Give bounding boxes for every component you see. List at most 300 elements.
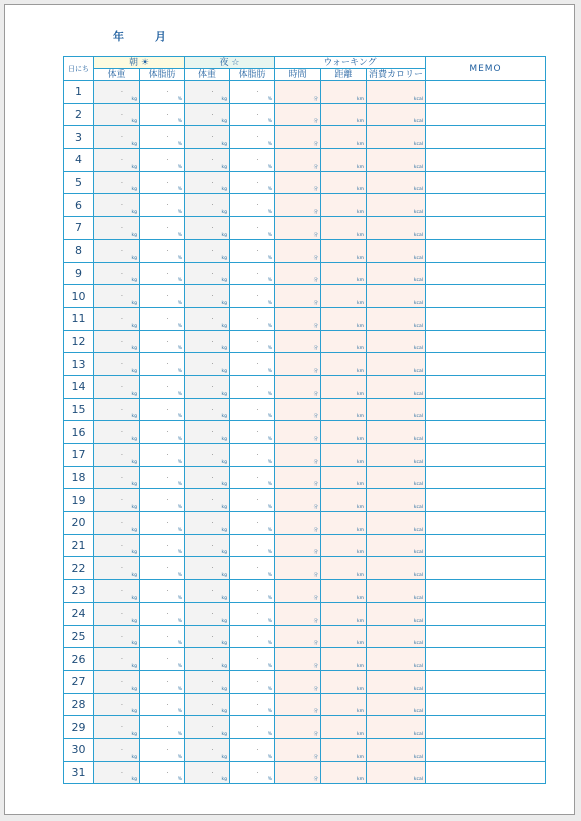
morning-weight-cell[interactable] <box>94 81 140 104</box>
walking-distance-cell[interactable] <box>321 580 367 603</box>
decimal-dot: . <box>166 563 169 571</box>
night-body-fat-cell[interactable] <box>230 761 275 784</box>
night-body-fat-cell[interactable] <box>230 738 275 761</box>
night-weight-cell[interactable] <box>185 602 230 625</box>
morning-body-fat-cell[interactable] <box>140 285 185 308</box>
morning-body-fat-cell[interactable] <box>140 444 185 467</box>
morning-weight-cell[interactable] <box>94 194 140 217</box>
decimal-dot: . <box>166 132 169 140</box>
night-body-fat-cell[interactable] <box>230 534 275 557</box>
kg-unit: kg <box>221 459 227 465</box>
walking-time-cell[interactable] <box>275 149 321 172</box>
morning-weight-cell[interactable] <box>94 557 140 580</box>
morning-weight-cell[interactable] <box>94 239 140 262</box>
kg-unit: kg <box>131 550 137 556</box>
morning-weight-cell[interactable] <box>94 126 140 149</box>
memo-cell[interactable] <box>426 262 546 285</box>
memo-cell[interactable] <box>426 126 546 149</box>
morning-body-fat-cell[interactable] <box>140 353 185 376</box>
percent-unit: % <box>267 595 272 601</box>
morning-body-fat-cell[interactable] <box>140 716 185 739</box>
walking-calories-cell[interactable] <box>367 693 426 716</box>
night-body-fat-cell[interactable] <box>230 625 275 648</box>
morning-body-fat-cell[interactable] <box>140 534 185 557</box>
memo-cell[interactable] <box>426 466 546 489</box>
morning-body-fat-cell[interactable] <box>140 557 185 580</box>
morning-body-fat-cell[interactable] <box>140 126 185 149</box>
walking-distance-cell[interactable] <box>321 285 367 308</box>
night-weight-cell[interactable] <box>185 285 230 308</box>
morning-body-fat-cell[interactable] <box>140 580 185 603</box>
diet-log-table <box>63 56 546 784</box>
walking-distance-cell[interactable] <box>321 330 367 353</box>
morning-weight-cell[interactable] <box>94 171 140 194</box>
kg-unit: kg <box>221 573 227 579</box>
walking-distance-cell[interactable] <box>321 353 367 376</box>
walking-time-cell[interactable] <box>275 693 321 716</box>
morning-weight-cell[interactable] <box>94 330 140 353</box>
morning-body-fat-cell[interactable] <box>140 466 185 489</box>
morning-weight-cell[interactable] <box>94 716 140 739</box>
percent-unit: % <box>177 300 182 306</box>
walking-time-cell[interactable] <box>275 602 321 625</box>
kcal-unit: kcal <box>413 777 423 783</box>
night-body-fat-cell[interactable] <box>230 602 275 625</box>
walking-distance-cell[interactable] <box>321 602 367 625</box>
kcal-unit: kcal <box>413 754 423 760</box>
walking-distance-cell[interactable] <box>321 738 367 761</box>
day-row <box>64 693 546 716</box>
walking-time-cell[interactable] <box>275 126 321 149</box>
walking-calories-cell[interactable] <box>367 217 426 240</box>
night-body-fat-cell[interactable] <box>230 489 275 512</box>
night-body-fat-cell[interactable] <box>230 716 275 739</box>
walking-time-cell[interactable] <box>275 307 321 330</box>
kg-unit: kg <box>221 437 227 442</box>
walking-distance-cell[interactable] <box>321 761 367 784</box>
night-body-fat-cell[interactable] <box>230 580 275 603</box>
walking-calories-cell[interactable] <box>367 149 426 172</box>
night-body-fat-cell[interactable] <box>230 557 275 580</box>
night-weight-cell[interactable] <box>185 489 230 512</box>
walking-distance-cell[interactable] <box>321 557 367 580</box>
night-weight-cell[interactable] <box>185 239 230 262</box>
kcal-unit: kcal <box>413 96 423 102</box>
night-body-fat-cell[interactable] <box>230 330 275 353</box>
km-unit: km <box>357 96 364 102</box>
day-row <box>64 444 546 467</box>
walking-time-cell[interactable] <box>275 738 321 761</box>
walking-time-cell[interactable] <box>275 194 321 217</box>
morning-weight-cell[interactable] <box>94 625 140 648</box>
walking-time-cell[interactable] <box>275 262 321 285</box>
percent-unit: % <box>267 709 272 715</box>
night-weight-cell[interactable] <box>185 262 230 285</box>
walking-distance-cell[interactable] <box>321 217 367 240</box>
walking-time-cell[interactable] <box>275 512 321 535</box>
km-unit: km <box>357 459 364 465</box>
decimal-dot: . <box>256 767 259 775</box>
walking-distance-cell[interactable] <box>321 421 367 444</box>
morning-body-fat-cell[interactable] <box>140 375 185 398</box>
night-body-fat-cell[interactable] <box>230 512 275 535</box>
night-weight-cell[interactable] <box>185 81 230 104</box>
walking-time-cell[interactable] <box>275 444 321 467</box>
morning-weight-cell[interactable] <box>94 580 140 603</box>
memo-cell[interactable] <box>426 375 546 398</box>
walking-calories-cell[interactable] <box>367 239 426 262</box>
percent-unit: % <box>177 323 182 329</box>
memo-cell[interactable] <box>426 398 546 421</box>
walking-calories-cell[interactable] <box>367 602 426 625</box>
night-weight-cell[interactable] <box>185 194 230 217</box>
walking-calories-cell[interactable] <box>367 444 426 467</box>
night-weight-cell[interactable] <box>185 103 230 126</box>
night-weight-cell[interactable] <box>185 353 230 376</box>
night-weight-cell[interactable] <box>185 421 230 444</box>
walking-header: ウォーキング <box>275 57 426 69</box>
walking-distance-cell[interactable] <box>321 670 367 693</box>
walking-calories-cell[interactable] <box>367 353 426 376</box>
walking-distance-cell[interactable] <box>321 307 367 330</box>
morning-body-fat-cell[interactable] <box>140 625 185 648</box>
walking-distance-cell[interactable] <box>321 149 367 172</box>
night-body-fat-cell[interactable] <box>230 353 275 376</box>
morning-weight-cell[interactable] <box>94 421 140 444</box>
walking-time-cell[interactable] <box>275 648 321 671</box>
walking-calories-cell[interactable] <box>367 716 426 739</box>
kcal-unit: kcal <box>413 437 423 442</box>
year-label[interactable]: 年 <box>113 30 124 43</box>
morning-weight-cell[interactable] <box>94 444 140 467</box>
walking-calories-cell[interactable] <box>367 285 426 308</box>
morning-weight-cell[interactable] <box>94 648 140 671</box>
memo-cell[interactable] <box>426 330 546 353</box>
night-body-fat-cell[interactable] <box>230 285 275 308</box>
walking-distance-cell[interactable] <box>321 466 367 489</box>
walking-time-cell[interactable] <box>275 217 321 240</box>
morning-body-fat-cell[interactable] <box>140 738 185 761</box>
morning-body-fat-cell[interactable] <box>140 262 185 285</box>
decimal-dot: . <box>211 177 214 185</box>
walking-calories-cell[interactable] <box>367 307 426 330</box>
morning-body-fat-cell[interactable] <box>140 512 185 535</box>
morning-weight-cell[interactable] <box>94 761 140 784</box>
morning-weight-cell[interactable] <box>94 285 140 308</box>
memo-cell[interactable] <box>426 103 546 126</box>
night-weight-cell[interactable] <box>185 693 230 716</box>
memo-cell[interactable] <box>426 625 546 648</box>
day-number-text: 19 <box>71 493 86 507</box>
memo-cell[interactable] <box>426 693 546 716</box>
morning-weight-cell[interactable] <box>94 262 140 285</box>
morning-weight-cell[interactable] <box>94 670 140 693</box>
night-body-fat-cell[interactable] <box>230 239 275 262</box>
kg-unit: kg <box>221 210 227 216</box>
night-body-fat-cell[interactable] <box>230 262 275 285</box>
walking-calories-cell[interactable] <box>367 81 426 104</box>
morning-body-fat-cell[interactable] <box>140 602 185 625</box>
day-number-text: 5 <box>75 176 82 190</box>
night-weight-cell[interactable] <box>185 670 230 693</box>
memo-cell[interactable] <box>426 194 546 217</box>
morning-body-fat-cell[interactable] <box>140 648 185 671</box>
percent-unit: % <box>177 119 182 125</box>
walking-time-cell[interactable] <box>275 103 321 126</box>
walking-calories-cell[interactable] <box>367 466 426 489</box>
walking-calories-cell[interactable] <box>367 761 426 784</box>
night-weight-cell[interactable] <box>185 512 230 535</box>
walking-calories-cell[interactable] <box>367 421 426 444</box>
night-weight-cell[interactable] <box>185 171 230 194</box>
night-weight-cell[interactable] <box>185 307 230 330</box>
night-weight-cell[interactable] <box>185 444 230 467</box>
walking-distance-cell[interactable] <box>321 194 367 217</box>
night-weight-cell[interactable] <box>185 648 230 671</box>
night-weight-cell[interactable] <box>185 738 230 761</box>
kg-unit: kg <box>131 709 137 715</box>
morning-body-fat-cell[interactable] <box>140 194 185 217</box>
walking-calories-cell[interactable] <box>367 625 426 648</box>
walking-distance-cell[interactable] <box>321 512 367 535</box>
walking-distance-cell[interactable] <box>321 444 367 467</box>
walking-time-cell[interactable] <box>275 330 321 353</box>
morning-weight-cell[interactable] <box>94 489 140 512</box>
morning-body-fat-cell[interactable] <box>140 489 185 512</box>
day-row <box>64 534 546 557</box>
walking-time-cell[interactable] <box>275 534 321 557</box>
morning-body-fat-cell[interactable] <box>140 103 185 126</box>
walking-calories-cell[interactable] <box>367 126 426 149</box>
walking-distance-cell[interactable] <box>321 716 367 739</box>
memo-cell[interactable] <box>426 239 546 262</box>
morning-weight-cell[interactable] <box>94 693 140 716</box>
walking-time-cell[interactable] <box>275 761 321 784</box>
night-weight-cell[interactable] <box>185 149 230 172</box>
walking-time-cell[interactable] <box>275 489 321 512</box>
night-body-fat-cell[interactable] <box>230 217 275 240</box>
night-body-fat-cell[interactable] <box>230 466 275 489</box>
walking-calories-cell[interactable] <box>367 375 426 398</box>
night-weight-cell[interactable] <box>185 330 230 353</box>
morning-weight-cell[interactable] <box>94 512 140 535</box>
morning-weight-cell[interactable] <box>94 738 140 761</box>
percent-unit: % <box>177 232 182 238</box>
kg-unit: kg <box>131 573 137 579</box>
walking-calories-cell[interactable] <box>367 580 426 603</box>
kg-unit: kg <box>131 777 137 783</box>
walking-calories-cell[interactable] <box>367 398 426 421</box>
night-weight-cell[interactable] <box>185 761 230 784</box>
walking-distance-cell[interactable] <box>321 262 367 285</box>
morning-weight-cell[interactable] <box>94 375 140 398</box>
memo-cell[interactable] <box>426 738 546 761</box>
morning-body-fat-cell[interactable] <box>140 81 185 104</box>
walking-distance-cell[interactable] <box>321 126 367 149</box>
morning-body-fat-cell[interactable] <box>140 239 185 262</box>
memo-cell[interactable] <box>426 716 546 739</box>
night-weight-cell[interactable] <box>185 126 230 149</box>
walking-time-cell[interactable] <box>275 353 321 376</box>
kg-unit: kg <box>221 164 227 170</box>
walking-calories-cell[interactable] <box>367 194 426 217</box>
day-row <box>64 557 546 580</box>
memo-cell[interactable] <box>426 534 546 557</box>
decimal-dot: . <box>211 200 214 208</box>
walking-time-cell[interactable] <box>275 670 321 693</box>
km-unit: km <box>357 187 364 193</box>
morning-weight-cell[interactable] <box>94 466 140 489</box>
night-weight-cell[interactable] <box>185 625 230 648</box>
night-body-fat-cell[interactable] <box>230 444 275 467</box>
kg-unit: kg <box>221 346 227 352</box>
walking-calories-cell[interactable] <box>367 738 426 761</box>
day-row <box>64 149 546 172</box>
walking-distance-cell[interactable] <box>321 648 367 671</box>
night-body-fat-cell[interactable] <box>230 194 275 217</box>
morning-weight-cell[interactable] <box>94 307 140 330</box>
walking-calories-cell[interactable] <box>367 670 426 693</box>
night-body-fat-cell[interactable] <box>230 421 275 444</box>
morning-weight-cell[interactable] <box>94 353 140 376</box>
morning-header: 朝 ☀ <box>94 57 185 69</box>
night-weight-cell[interactable] <box>185 557 230 580</box>
morning-weight-cell[interactable] <box>94 103 140 126</box>
morning-body-fat-cell[interactable] <box>140 693 185 716</box>
memo-cell[interactable] <box>426 285 546 308</box>
morning-body-fat-cell[interactable] <box>140 171 185 194</box>
walking-time-cell[interactable] <box>275 239 321 262</box>
walking-calories-cell[interactable] <box>367 557 426 580</box>
walking-calories-cell[interactable] <box>367 262 426 285</box>
day-number <box>64 693 94 716</box>
month-label[interactable]: 月 <box>155 30 166 43</box>
percent-unit: % <box>177 550 182 556</box>
walking-distance-cell[interactable] <box>321 103 367 126</box>
morning-weight-cell[interactable] <box>94 398 140 421</box>
night-body-fat-cell[interactable] <box>230 103 275 126</box>
walking-time-cell[interactable] <box>275 557 321 580</box>
kg-unit: kg <box>131 459 137 465</box>
morning-body-fat-cell[interactable] <box>140 149 185 172</box>
night-body-fat-cell[interactable] <box>230 398 275 421</box>
walking-calories-cell[interactable] <box>367 330 426 353</box>
walking-calories-cell[interactable] <box>367 534 426 557</box>
percent-unit: % <box>177 210 182 216</box>
night-body-fat-cell[interactable] <box>230 171 275 194</box>
night-weight-cell[interactable] <box>185 375 230 398</box>
walking-calories-cell[interactable] <box>367 648 426 671</box>
walking-time-cell[interactable] <box>275 716 321 739</box>
night-body-fat-cell[interactable] <box>230 670 275 693</box>
memo-cell[interactable] <box>426 557 546 580</box>
walking-calories-cell[interactable] <box>367 103 426 126</box>
walking-distance-cell[interactable] <box>321 375 367 398</box>
memo-cell[interactable] <box>426 648 546 671</box>
walking-time-cell[interactable] <box>275 285 321 308</box>
memo-cell[interactable] <box>426 444 546 467</box>
morning-weight-cell[interactable] <box>94 217 140 240</box>
memo-cell[interactable] <box>426 602 546 625</box>
walking-time-cell[interactable] <box>275 375 321 398</box>
walking-distance-cell[interactable] <box>321 171 367 194</box>
decimal-dot: . <box>121 563 123 571</box>
morning-body-fat-cell[interactable] <box>140 421 185 444</box>
night-weight-cell[interactable] <box>185 534 230 557</box>
walking-time-cell[interactable] <box>275 398 321 421</box>
walking-time-cell[interactable] <box>275 466 321 489</box>
walking-distance-cell[interactable] <box>321 81 367 104</box>
memo-cell[interactable] <box>426 670 546 693</box>
memo-cell[interactable] <box>426 171 546 194</box>
memo-cell[interactable] <box>426 421 546 444</box>
memo-cell[interactable] <box>426 353 546 376</box>
night-body-fat-cell[interactable] <box>230 648 275 671</box>
walking-time-cell[interactable] <box>275 625 321 648</box>
walking-distance-cell[interactable] <box>321 489 367 512</box>
decimal-dot: . <box>211 132 214 140</box>
morning-weight-cell[interactable] <box>94 602 140 625</box>
night-weight-cell[interactable] <box>185 217 230 240</box>
walking-distance-cell[interactable] <box>321 693 367 716</box>
decimal-dot: . <box>121 744 123 752</box>
km-unit: km <box>357 505 364 511</box>
night-weight-cell[interactable] <box>185 398 230 421</box>
memo-cell[interactable] <box>426 580 546 603</box>
walking-calories-cell[interactable] <box>367 512 426 535</box>
km-unit: km <box>357 255 364 261</box>
night-body-fat-cell[interactable] <box>230 307 275 330</box>
night-weight-cell[interactable] <box>185 466 230 489</box>
walking-distance-cell[interactable] <box>321 534 367 557</box>
morning-body-fat-cell[interactable] <box>140 307 185 330</box>
morning-body-fat-cell[interactable] <box>140 330 185 353</box>
memo-cell[interactable] <box>426 489 546 512</box>
morning-weight-cell[interactable] <box>94 149 140 172</box>
night-body-fat-cell[interactable] <box>230 693 275 716</box>
night-weight-cell[interactable] <box>185 716 230 739</box>
morning-weight-cell[interactable] <box>94 534 140 557</box>
night-body-fat-cell[interactable] <box>230 81 275 104</box>
morning-body-fat-cell[interactable] <box>140 761 185 784</box>
memo-cell[interactable] <box>426 217 546 240</box>
morning-body-fat-cell[interactable] <box>140 217 185 240</box>
walking-calories-cell[interactable] <box>367 171 426 194</box>
memo-cell[interactable] <box>426 307 546 330</box>
memo-cell[interactable] <box>426 149 546 172</box>
memo-cell[interactable] <box>426 81 546 104</box>
memo-cell[interactable] <box>426 761 546 784</box>
minutes-unit: 分 <box>313 210 318 216</box>
night-body-fat-cell[interactable] <box>230 149 275 172</box>
walking-time-cell[interactable] <box>275 421 321 444</box>
morning-body-fat-cell[interactable] <box>140 398 185 421</box>
walking-time-cell[interactable] <box>275 81 321 104</box>
walking-distance-cell[interactable] <box>321 239 367 262</box>
walking-distance-cell[interactable] <box>321 398 367 421</box>
memo-cell[interactable] <box>426 512 546 535</box>
walking-time-cell[interactable] <box>275 171 321 194</box>
kg-unit: kg <box>221 278 227 284</box>
walking-time-cell[interactable] <box>275 580 321 603</box>
night-body-fat-cell[interactable] <box>230 126 275 149</box>
walking-calories-cell[interactable] <box>367 489 426 512</box>
morning-body-fat-cell[interactable] <box>140 670 185 693</box>
night-weight-cell[interactable] <box>185 580 230 603</box>
walking-distance-cell[interactable] <box>321 625 367 648</box>
night-body-fat-cell[interactable] <box>230 375 275 398</box>
minutes-unit: 分 <box>313 754 318 760</box>
